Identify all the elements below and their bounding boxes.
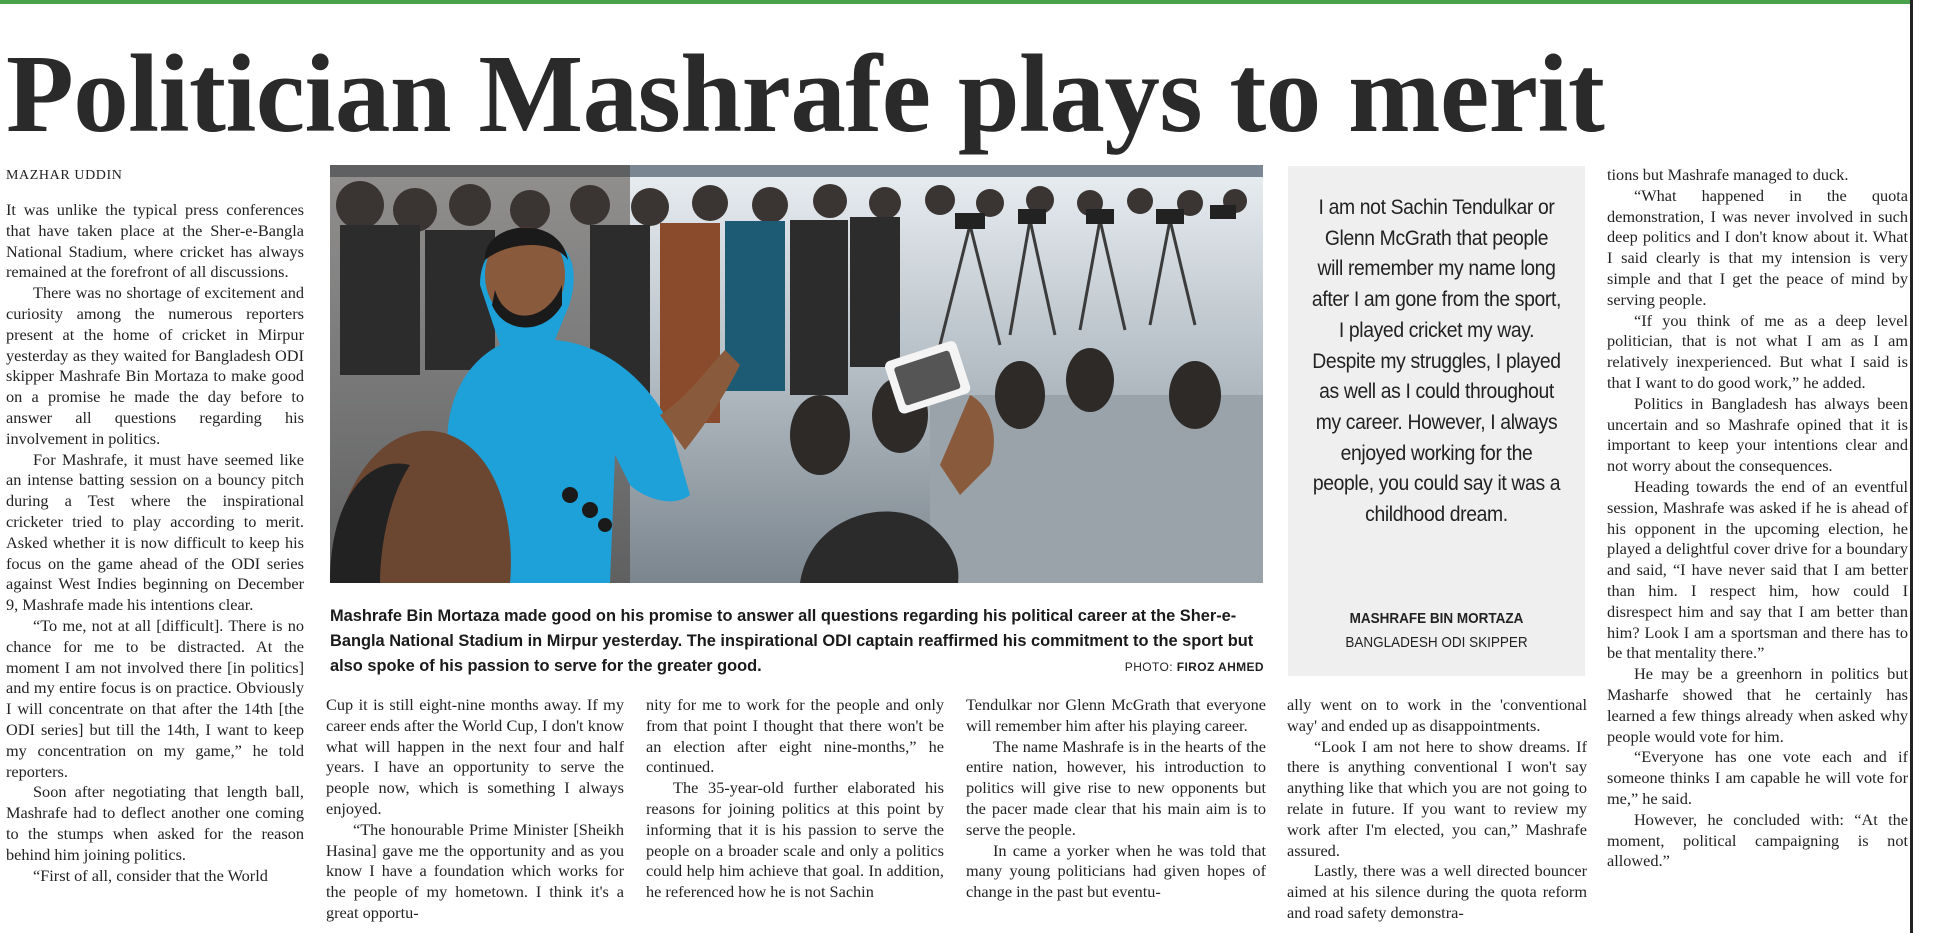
article-paragraph: The 35-year-old further elaborated his reasons for joining politics at this point by informing that it is his passion to serve the people on a broader scale and only a politics could help him achieve that goal. In addition, he referenced how he is not Sachin — [646, 778, 944, 902]
article-paragraph: There was no shortage of excitement and curiosity among the numerous reporters present at the home of cricket in Mirpur yesterday as they waited for Bangladesh ODI skipper Mashrafe Bin Mortaza to make good on a promise he made the day before to answer all questions regarding his involvement in politics. — [6, 283, 304, 448]
article-paragraph: “Look I am not here to show dreams. If there is anything conventional I won't say anything like that which you are not going to relate in future. If you want to review my work after I'm elected, you can,” Mashrafe assured. — [1287, 736, 1587, 860]
photo-caption: Mashrafe Bin Mortaza made good on his promise to answer all questions regarding his political career at the Sher-e-Bangla National Stadium in Mirpur yesterday. The inspirational ODI captain reaffirmed his commitment to the sport but also spoke of his passion to serve for the greater good. — [330, 607, 1254, 675]
article-paragraph: tions but Mashrafe managed to duck. — [1607, 165, 1849, 184]
article-paragraph: The name Mashrafe is in the hearts of the entire nation, however, his introduction to politics will give rise to new opponents but the pacer made clear that his main aim is to serve the people. — [966, 736, 1266, 839]
article-paragraph: nity for me to work for the people and only from that point I thought that there won't be an election after eight nine-months,” he continued. — [646, 695, 944, 777]
article-paragraph: Lastly, there was a well directed bouncer aimed at his silence during the quota reform and road safety demonstra- — [1287, 861, 1587, 922]
article-paragraph: “To me, not at all [difficult]. There is no chance for me to be distracted. At the moment I am not involved there [in politics] and my entire focus is on practice. Obviously I will concentrate on that after the 14th [the ODI series] but till the 14th, I want to keep my concentration on my game,” he told reporters. — [6, 615, 304, 781]
photo-credit — [1112, 660, 1264, 674]
article-photo — [330, 165, 1263, 583]
article-paragraph: Soon after negotiating that length ball, Mashrafe had to deflect another one coming to the stumps when asked for the reason behind him joining politics. — [6, 782, 304, 864]
article-paragraph: “The honourable Prime Minister [Sheikh Hasina] gave me the opportunity and as you know I have a foundation which works for the people of my hometown. I think it's a great opportu- — [326, 819, 624, 922]
pull-quote-attribution-name: MASHRAFE BIN MORTAZA — [1349, 610, 1524, 627]
article-paragraph: Cup it is still eight-nine months away. If my career ends after the World Cup, I don't know what will happen in the next four and half years. I have an opportunity to serve the people now, which is something I always enjoyed. — [326, 695, 624, 818]
article-paragraph: In came a yorker when he was told that many young politicians had given hopes of change in the past but eventu- — [966, 840, 1266, 902]
page-edge-rule — [1910, 0, 1913, 933]
article-paragraph: ally went on to work in the 'conventional way' and ended up as disappointments. — [1287, 695, 1587, 735]
byline: MAZHAR UDDIN — [6, 168, 123, 183]
article-paragraph: “Everyone has one vote each and if someone thinks I am capable he will vote for me,” he said. — [1607, 747, 1908, 808]
article-paragraph: For Mashrafe, it must have seemed like an intense batting session on a bouncy pitch during a Test where the inspirational cricketer tried to play according to merit. Asked whether it is now difficult to keep his focus on the game ahead of the ODI series against West Indies beginning on December 9, Mashrafe made his intentions clear. — [6, 449, 304, 615]
article-paragraph: “If you think of me as a deep level politician, that is not what I am as I am relatively inexperienced. But what I said is that I want to do good work,” he added. — [1607, 310, 1908, 392]
article-paragraph: However, he concluded with: “At the moment, political campaigning is not allowed.” — [1607, 809, 1908, 871]
article-column-5 — [1287, 695, 1587, 933]
article-column-3 — [646, 695, 944, 933]
press-conference-illustration — [330, 165, 1263, 583]
pull-quote-attribution-role: BANGLADESH ODI SKIPPER — [1345, 634, 1528, 651]
article-column-6 — [1607, 165, 1908, 933]
pull-quote-text: I am not Sachin Tendulkar or Glenn McGrath that people will remember my name long after I am gone from the sport, I played cricket my way. Despite my struggles, I played as well as I could throughout my career. However, I always enjoyed working for the people, you could say it was a childhood dream. — [1311, 195, 1562, 527]
article-paragraph: “First of all, consider that the World — [33, 865, 268, 885]
article-paragraph: Tendulkar nor Glenn McGrath that everyone will remember him after his playing career. — [966, 695, 1266, 735]
article-paragraph: Heading towards the end of an eventful session, Mashrafe was asked if he is ahead of his opponent in the upcoming election, he played a delightful cover drive for a boundary and said, “I have never said that I am better than him. I respect him, how could I disrespect him and say that I am better than him? Look I am a sportsman and there has to be that mentality there.” — [1607, 476, 1908, 663]
pull-quote-box — [1288, 166, 1585, 676]
top-rule — [0, 0, 1910, 4]
photo-credit-label: PHOTO: — [1124, 660, 1173, 674]
photo-credit-name: FIROZ AHMED — [1176, 660, 1264, 674]
article-paragraph: Politics in Bangladesh has always been uncertain and so Mashrafe opined that it is important to keep your intentions clear and not worry about the consequences. — [1607, 393, 1908, 476]
headline: Politician Mashrafe plays to merit — [6, 33, 1605, 156]
article-paragraph: He may be a greenhorn in politics but Masharfe showed that he certainly has learned a few things already when asked why people would vote for him. — [1607, 664, 1908, 746]
article-column-4 — [966, 695, 1266, 933]
article-column-1 — [6, 200, 304, 933]
article-paragraph: It was unlike the typical press conferences that have taken place at the Sher-e-Bangla National Stadium, where cricket has always remained at the forefront of all discussions. — [6, 200, 304, 282]
article-paragraph: “What happened in the quota demonstration, I was never involved in such deep politics and I don't know about it. What I said clearly is that my intension is very simple and that I get the peace of mind by serving people. — [1607, 185, 1908, 309]
article-column-2 — [326, 695, 624, 933]
